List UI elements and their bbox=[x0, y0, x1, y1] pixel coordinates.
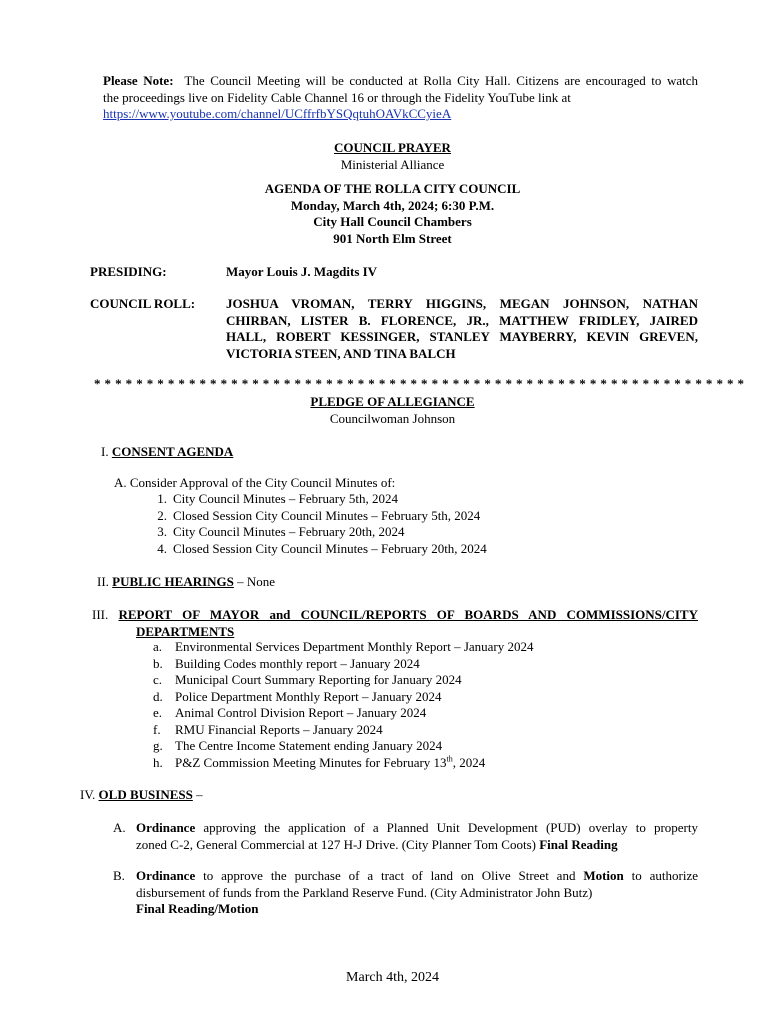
meeting-place: City Hall Council Chambers bbox=[313, 214, 472, 229]
list-item: 3. City Council Minutes – February 20th, 2024 bbox=[157, 524, 405, 539]
item-line: Ordinance approving the application of a Planned Unit Development (PUD) overlay to property bbox=[136, 820, 698, 835]
list-item: h. P&Z Commission Meeting Minutes for February 13th, 2024 bbox=[153, 754, 486, 770]
item-letter: A. bbox=[113, 820, 126, 835]
list-item: g. The Centre Income Statement ending January 2024 bbox=[153, 738, 443, 753]
note-label: Please Note: bbox=[103, 73, 174, 88]
section-old-business bbox=[80, 787, 203, 804]
agenda-header bbox=[0, 181, 770, 247]
roll-line: JOSHUA VROMAN, TERRY HIGGINS, MEGAN JOHNSON, NATHAN bbox=[226, 296, 698, 311]
old-business-item-b bbox=[113, 868, 698, 918]
old-business-item-a bbox=[113, 820, 698, 853]
meeting-date: Monday, March 4th, 2024; 6:30 P.M. bbox=[290, 197, 495, 213]
section-number: III. bbox=[92, 607, 109, 622]
item-line: Final Reading/Motion bbox=[136, 901, 259, 916]
roll-line: VICTORIA STEEN, AND TINA BALCH bbox=[226, 345, 456, 361]
list-item: 1. City Council Minutes – February 5th, 2024 bbox=[157, 491, 398, 506]
roll-line: HALL, ROBERT KESSINGER, STANLEY MAYBERRY, KEVIN GREVEN, bbox=[226, 329, 698, 344]
section-suffix: – None bbox=[233, 574, 276, 589]
youtube-link[interactable]: https://www.youtube.com/channel/UCffrfbYSQqtuhOAVkCCyieA bbox=[103, 106, 452, 121]
list-item: c. Municipal Court Summary Reporting for January 2024 bbox=[153, 672, 462, 687]
section-public-hearings bbox=[97, 574, 275, 591]
presiding-value: Mayor Louis J. Magdits IV bbox=[226, 264, 378, 279]
prayer-title: COUNCIL PRAYER bbox=[334, 140, 451, 155]
prayer-by: Ministerial Alliance bbox=[340, 156, 445, 172]
agenda-title: AGENDA OF THE ROLLA CITY COUNCIL bbox=[264, 181, 521, 196]
section-number: I. bbox=[101, 444, 109, 459]
list-item: 4. Closed Session City Council Minutes – February 20th, 2024 bbox=[157, 540, 487, 556]
note-line-2: the proceedings live on Fidelity Cable Channel 16 or through the Fidelity YouTube link at bbox=[103, 89, 571, 105]
item-line: disbursement of funds from the Parkland Reserve Fund. (City Administrator John Butz) bbox=[136, 884, 593, 900]
roll-list bbox=[226, 296, 698, 362]
item-line: zoned C-2, General Commercial at 127 H-J Drive. (City Planner Tom Coots) Final Reading bbox=[136, 836, 618, 852]
list-item: e. Animal Control Division Report – January 2024 bbox=[153, 705, 427, 720]
item-line: Ordinance to approve the purchase of a tract of land on Olive Street and Motion to authorize bbox=[136, 868, 698, 883]
section-title: OLD BUSINESS bbox=[98, 787, 193, 802]
section-heading bbox=[92, 607, 698, 624]
section-title: CONSENT AGENDA bbox=[111, 444, 234, 459]
list-item: d. Police Department Monthly Report – January 2024 bbox=[153, 688, 442, 704]
note-text-1: The Council Meeting will be conducted at Rolla City Hall. Citizens are encouraged to watch bbox=[184, 73, 698, 88]
list-item: a. Environmental Services Department Monthly Report – January 2024 bbox=[153, 639, 534, 654]
meeting-note bbox=[103, 73, 698, 123]
separator: * * * * * * * * * * * * * * * * * * * * * * * * * * * * * * * * * * * * * * * * * * * * * * * * * * * * * * * * * * * * * * bbox=[94, 376, 745, 391]
minutes-list bbox=[153, 491, 487, 557]
item-letter: B. bbox=[113, 868, 125, 883]
reports-list bbox=[153, 639, 534, 771]
roll-label: COUNCIL ROLL: bbox=[90, 296, 196, 311]
section-title: REPORT OF MAYOR and COUNCIL/REPORTS OF BOARDS AND COMMISSIONS/CITY bbox=[118, 607, 698, 622]
list-item: 2. Closed Session City Council Minutes – February 5th, 2024 bbox=[157, 507, 481, 523]
roll-line: CHIRBAN, LISTER B. FLORENCE, JR., MATTHEW FRIDLEY, JAIRED bbox=[226, 312, 698, 328]
pledge-title: PLEDGE OF ALLEGIANCE bbox=[310, 394, 475, 409]
consent-item-a: A. Consider Approval of the City Council Minutes of: bbox=[114, 475, 396, 490]
section-suffix: – bbox=[192, 787, 203, 802]
meeting-address: 901 North Elm Street bbox=[333, 230, 452, 246]
section-consent-agenda bbox=[101, 444, 233, 461]
list-item: f. RMU Financial Reports – January 2024 bbox=[153, 721, 383, 737]
section-title: PUBLIC HEARINGS bbox=[112, 574, 234, 589]
section-number: IV. bbox=[80, 787, 96, 802]
section-reports bbox=[92, 607, 698, 640]
pledge-by: Councilwoman Johnson bbox=[329, 410, 456, 426]
council-prayer bbox=[0, 140, 770, 173]
list-item: b. Building Codes monthly report – January 2024 bbox=[153, 655, 420, 671]
page-footer: March 4th, 2024 bbox=[346, 970, 439, 985]
note-line-1 bbox=[103, 73, 698, 90]
presiding-label: PRESIDING: bbox=[90, 264, 167, 279]
pledge bbox=[0, 394, 770, 427]
section-number: II. bbox=[97, 574, 109, 589]
section-title-cont: DEPARTMENTS bbox=[136, 623, 235, 639]
